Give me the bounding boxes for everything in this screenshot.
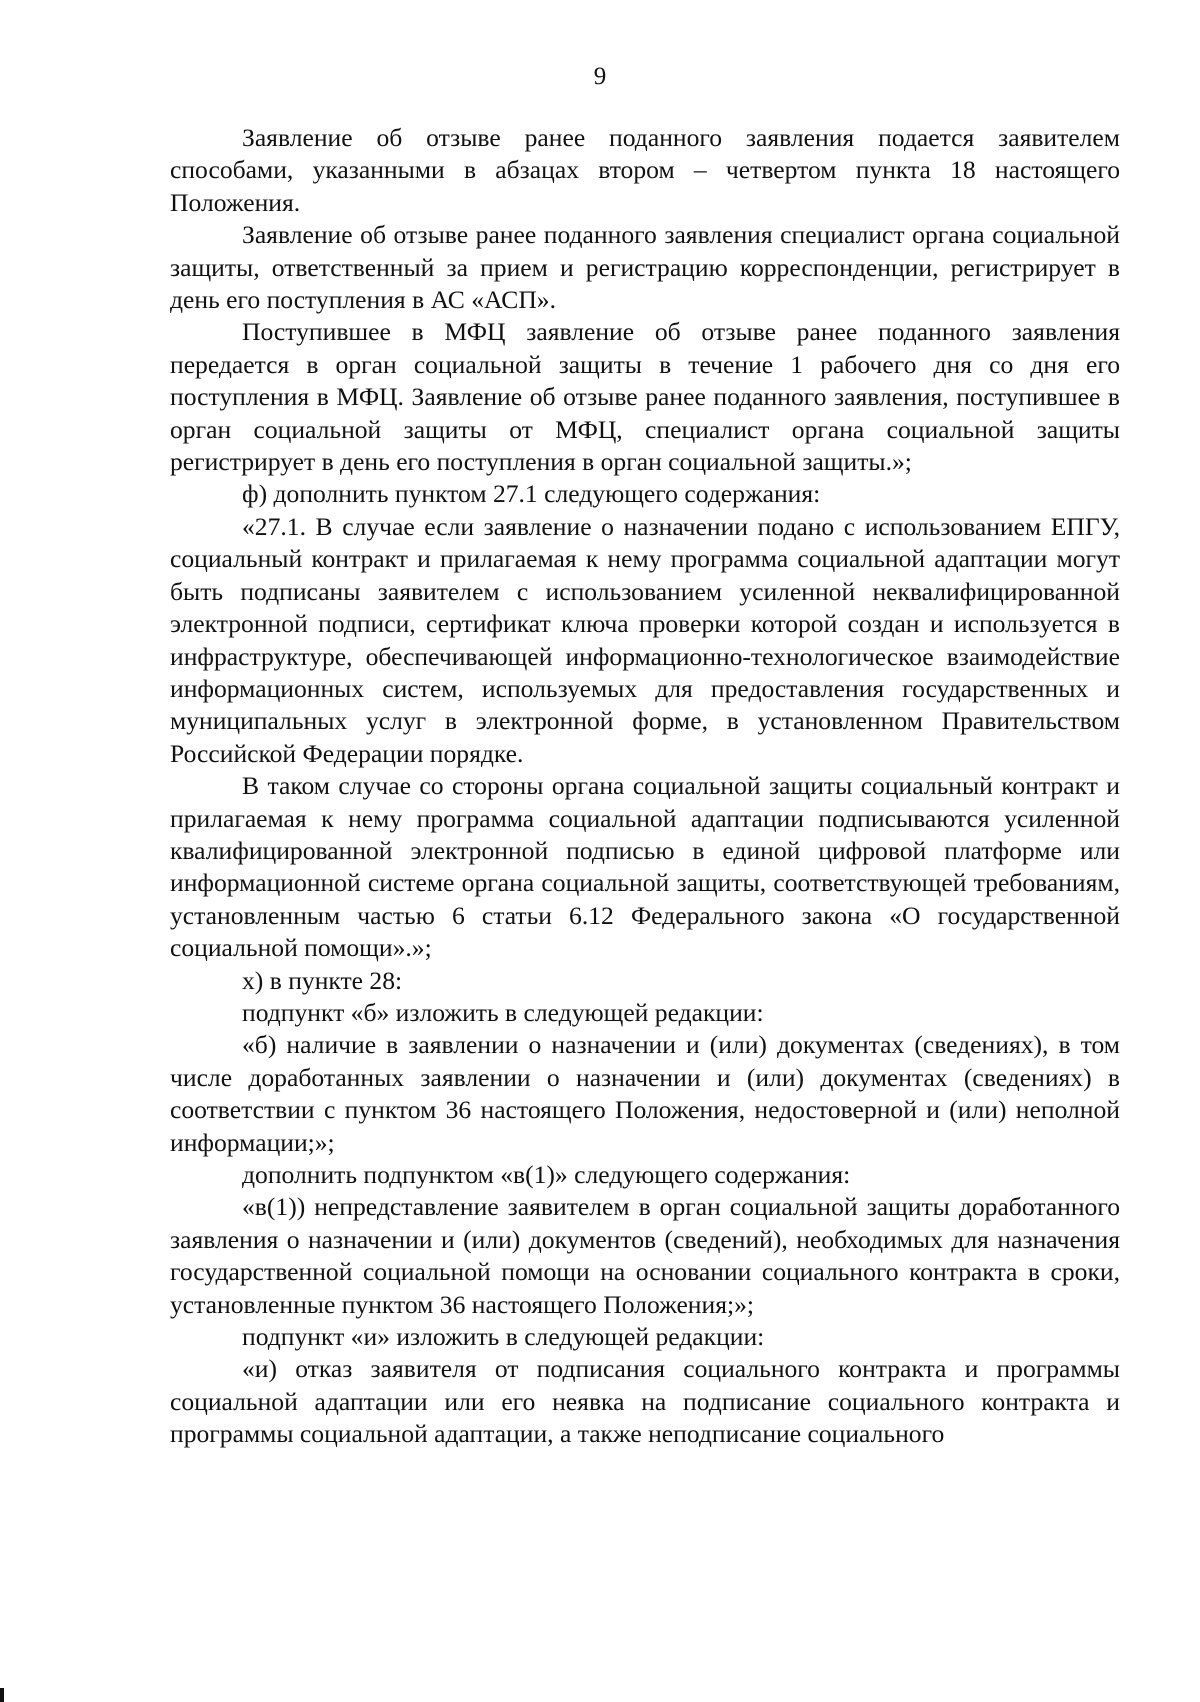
paragraph-qualified-signature: В таком случае со стороны органа социальной защиты социальный контракт и прилагаемая к нему программа социальной адаптации подписываются усиленной квалифицированной электронной подписью в единой цифровой платформе или информационной системе органа социальной защиты, соответствующей требованиям, установленным частью 6 статьи 6.12 Федерального закона «О государственной социальной помощи».»; — [170, 771, 1120, 963]
paragraph-subitem-i-intro: подпункт «и» изложить в следующей редакции: — [242, 1322, 765, 1352]
paragraph-subitem-b-intro: подпункт «б» изложить в следующей редакции: — [242, 997, 764, 1027]
paragraph-withdrawal-methods: Заявление об отзыве ранее поданного заявления подается заявителем способами, указанными в абзацах втором – четвертом пункта 18 настоящего Положения. — [170, 123, 1120, 217]
page-number: 9 — [593, 63, 607, 90]
paragraph-subitem-v1: «в(1)) непредставление заявителем в орган социальной защиты доработанного заявления о назначении и (или) документов (сведений), необходимых для назначения государственной социальной помощи на основании социального контракта в сроки, установленные пунктом 36 настоящего Положения;»; — [170, 1192, 1120, 1319]
paragraph-item-kh: х) в пункте 28: — [242, 965, 403, 995]
paragraph-subitem-b: «б) наличие в заявлении о назначении и (или) документах (сведениях), в том числе доработанных заявлении о назначении и (или) документах (сведениях) в соответствии с пунктом 36 настоящего Положения, недостоверной и (или) неполной информации;»; — [170, 1030, 1120, 1157]
paragraph-mfc-transfer: Поступившее в МФЦ заявление об отзыве ранее поданного заявления передается в орган социальной защиты в течение 1 рабочего дня со дня его поступления в МФЦ. Заявление об отзыве ранее поданного заявления, поступившее в орган социальной защиты от МФЦ, специалист органа социальной защиты регистрирует в день его поступления в орган социальной защиты.»; — [170, 317, 1120, 477]
paragraph-item-f: ф) дополнить пунктом 27.1 следующего содержания: — [242, 479, 821, 509]
paragraph-subitem-i: «и) отказ заявителя от подписания социального контракта и программы социальной адаптации или его неявка на подписание социального контракта и программы социальной адаптации, а также неподписание социального — [170, 1354, 1120, 1449]
scan-edge-mark — [0, 1688, 4, 1702]
paragraph-point-27-1: «27.1. В случае если заявление о назначении подано с использованием ЕПГУ, социальный контракт и прилагаемая к нему программа социальной адаптации могут быть подписаны заявителем с использованием усиленной неквалифицированной электронной подписи, сертификат ключа проверки которой создан и используется в инфраструктуре, обеспечивающей информационно-технологическое взаимодействие информационных систем, используемых для предоставления государственных и муниципальных услуг в электронной форме, в установленном Правительством Российской Федерации порядке. — [170, 511, 1120, 768]
document-body — [170, 122, 1120, 1451]
paragraph-subitem-v1-intro: дополнить подпунктом «в(1)» следующего содержания: — [242, 1160, 851, 1189]
paragraph-withdrawal-registration: Заявление об отзыве ранее поданного заявления специалист органа социальной защиты, ответственный за прием и регистрацию корреспонденции, регистрирует в день его поступления в АС «АСП». — [170, 220, 1120, 315]
